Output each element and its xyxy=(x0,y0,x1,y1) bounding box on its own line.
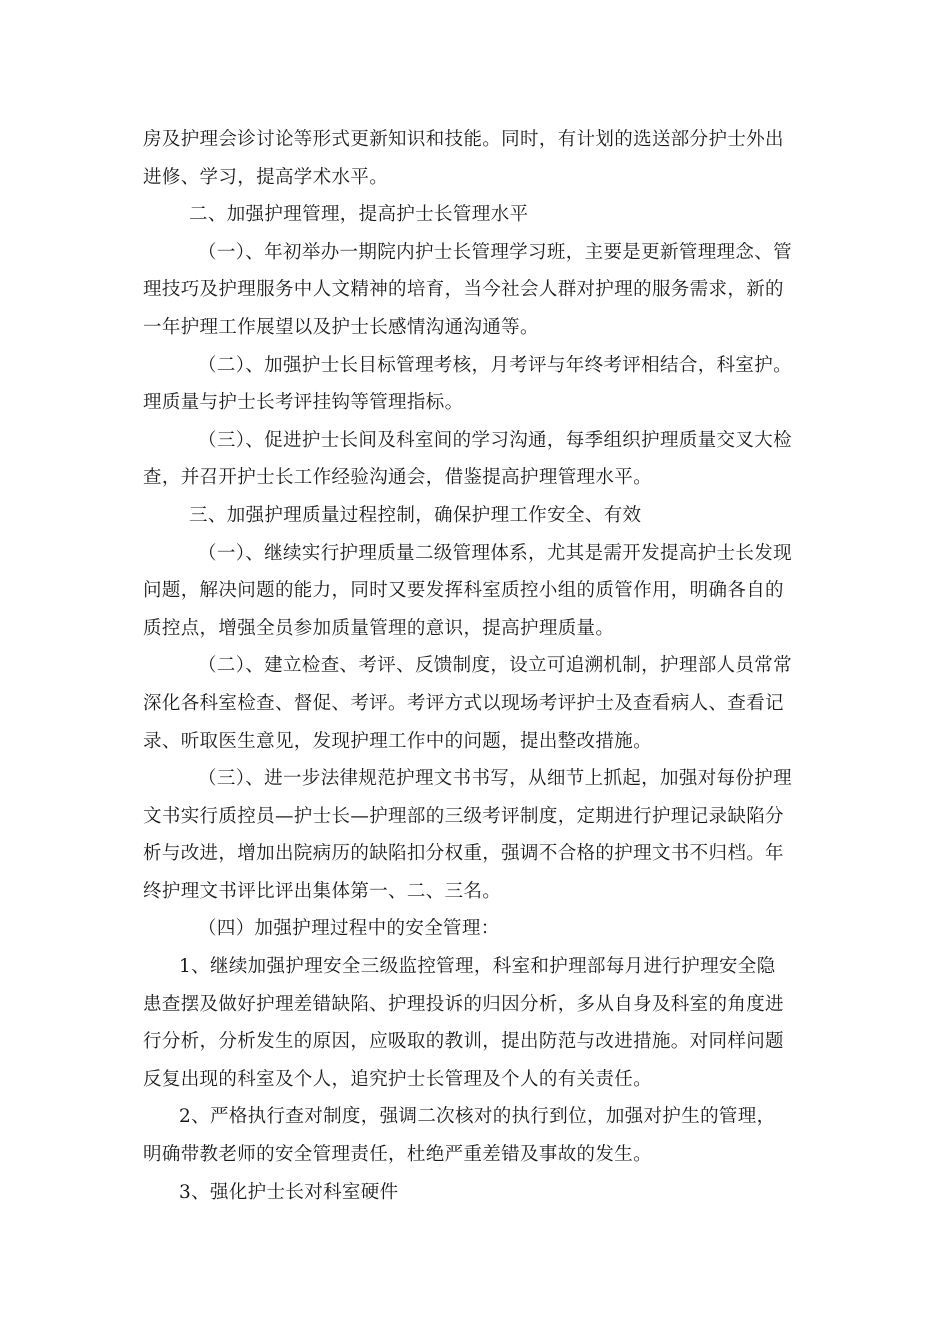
text-line: 3、强化护士长对科室硬件 xyxy=(179,1181,399,1203)
text-line: （三）、进一步法律规范护理文书书写，从细节上抓起，加强对每份护理 xyxy=(198,768,792,790)
document-body xyxy=(143,121,811,1211)
text-line: 析与改进，增加出院病历的缺陷扣分权重，强调不合格的护理文书不归档。年 xyxy=(143,843,784,865)
text-line: （一）、年初举办一期院内护士长管理学习班，主要是更新管理理念、管 xyxy=(198,241,792,263)
text-line: 2、严格执行查对制度，强调二次核对的执行到位，加强对护生的管理， xyxy=(179,1106,776,1128)
text-line: 行分析，分析发生的原因，应吸取的教训，提出防范与改进措施。对同样问题 xyxy=(143,1031,784,1053)
text-line: 理技巧及护理服务中人文精神的培育，当今社会人群对护理的服务需求，新的 xyxy=(143,279,784,301)
text-line: （二）、建立检查、考评、反馈制度，设立可追溯机制，护理部人员常常 xyxy=(198,655,792,677)
text-line: 进修、学习，提高学术水平。 xyxy=(143,166,389,188)
text-line: 反复出现的科室及个人，追究护士长管理及个人的有关责任。 xyxy=(143,1068,652,1090)
text-line: 终护理文书评比评出集体第一、二、三名。 xyxy=(143,880,502,902)
text-line: 房及护理会诊讨论等形式更新知识和技能。同时，有计划的选送部分护士外出 xyxy=(143,129,784,150)
text-line: 深化各科室检查、督促、考评。考评方式以现场考评护士及查看病人、查看记 xyxy=(143,692,784,714)
text-line: （二）、加强护士长目标管理考核，月考评与年终考评相结合，科室护。 xyxy=(198,354,792,376)
text-line: 文书实行质控员—护士长—护理部的三级考评制度，定期进行护理记录缺陷分 xyxy=(143,805,784,827)
text-line: 1、继续加强护理安全三级监控管理，科室和护理部每月进行护理安全隐 xyxy=(179,956,776,978)
section-heading: 三、加强护理质量过程控制，确保护理工作安全、有效 xyxy=(189,504,642,526)
text-line: 明确带教老师的安全管理责任，杜绝严重差错及事故的发生。 xyxy=(143,1144,652,1166)
subsection-heading: （四）加强护理过程中的安全管理： xyxy=(198,918,500,940)
text-line: 录、听取医生意见，发现护理工作中的问题，提出整改措施。 xyxy=(143,730,652,752)
text-line: 问题，解决问题的能力，同时又要发挥科室质控小组的质管作用，明确各自的 xyxy=(143,580,784,602)
text-line: 患查摆及做好护理差错缺陷、护理投诉的归因分析，多从自身及科室的角度进 xyxy=(143,993,784,1015)
text-line: 理质量与护士长考评挂钩等管理指标。 xyxy=(143,392,464,414)
text-line: 质控点，增强全员参加质量管理的意识，提高护理质量。 xyxy=(143,617,615,639)
text-line: （三）、促进护士长间及科室间的学习沟通，每季组织护理质量交叉大检 xyxy=(198,429,792,451)
text-line: （一）、继续实行护理质量二级管理体系，尤其是需开发提高护士长发现 xyxy=(198,542,792,564)
text-line: 查，并召开护士长工作经验沟通会，借鉴提高护理管理水平。 xyxy=(143,467,652,489)
section-heading: 二、加强护理管理，提高护士长管理水平 xyxy=(189,204,529,226)
text-line: 一年护理工作展望以及护士长感情沟通沟通等。 xyxy=(143,316,539,338)
